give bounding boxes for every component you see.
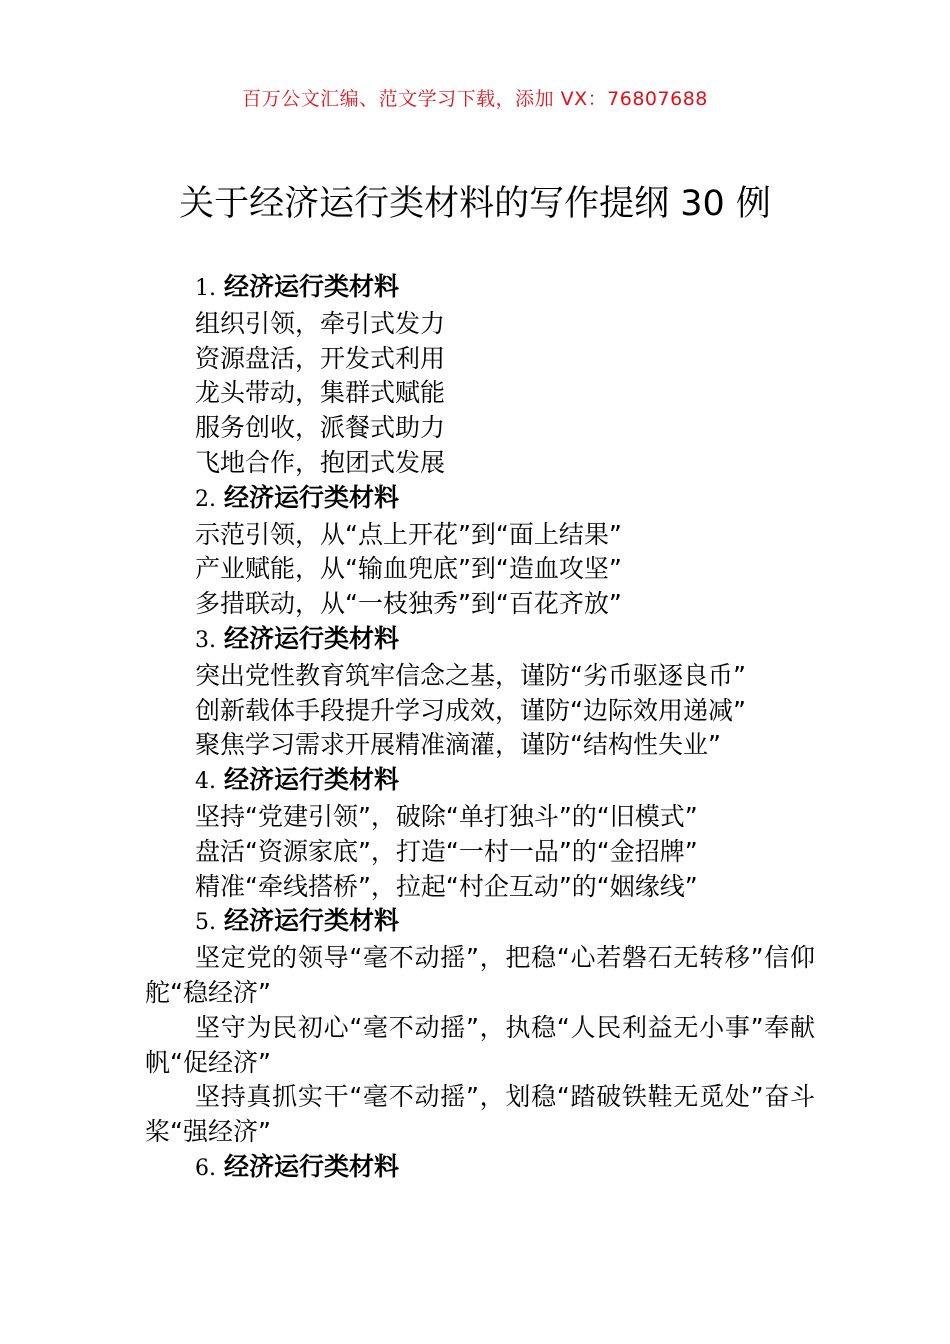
outline-line: 示范引领，从“点上开花”到“面上结果” [195,519,622,549]
section-label: 经济运行类材料 [223,1151,399,1181]
section-label: 经济运行类材料 [223,906,399,936]
section-number: 5. [195,910,216,936]
section-label: 经济运行类材料 [223,482,399,512]
section-heading-1 [145,270,815,307]
outline-line: 创新载体手段提升学习成效，谨防“边际效用递减” [195,695,746,725]
section-label: 经济运行类材料 [223,272,399,301]
section-heading-5 [145,904,815,941]
section-label: 经济运行类材料 [223,765,399,795]
section-number: 6. [195,1155,216,1181]
section-heading-6 [145,1150,815,1187]
outline-line: 精准“牵线搭桥”，拉起“村企互动”的“姻缘线” [195,871,698,901]
section-heading-3 [145,622,815,659]
outline-line: 盘活“资源家底”，打造“一村一品”的“金招牌” [195,836,698,866]
outline-line: 突出党性教育筑牢信念之基，谨防“劣币驱逐良币” [195,660,746,690]
outline-paragraph: 坚守为民初心“毫不动摇”，执稳“人民利益无小事”奉献帆“促经济” [145,1012,815,1077]
outline-line: 产业赋能，从“输血兜底”到“造血攻坚” [195,554,622,584]
section-heading-2 [145,481,815,518]
outline-paragraph: 坚持真抓实干“毫不动摇”，划稳“踏破铁鞋无觅处”奋斗桨“强经济” [145,1082,815,1147]
section-heading-4 [145,763,815,800]
document-body [145,270,815,1187]
outline-line: 飞地合作，抱团式发展 [195,447,446,477]
section-label: 经济运行类材料 [223,623,399,653]
watermark-header: 百万公文汇编、范文学习下载，添加 VX：76807688 [242,88,708,110]
section-number: 2. [195,486,216,512]
outline-line: 多措联动，从“一枝独秀”到“百花齐放” [195,589,622,619]
outline-paragraph: 坚定党的领导“毫不动摇”，把稳“心若磐石无转移”信仰舵“稳经济” [145,943,815,1007]
outline-line: 组织引领，牵引式发力 [195,308,446,338]
outline-line: 聚焦学习需求开展精准滴灌，谨防“结构性失业” [195,730,721,760]
section-number: 3. [195,627,216,653]
outline-line: 服务创收，派餐式助力 [195,413,446,443]
section-number: 4. [195,769,216,795]
outline-line: 坚持“党建引领”，破除“单打独斗”的“旧模式” [195,801,698,831]
document-title: 关于经济运行类材料的写作提纲 30 例 [179,184,771,224]
outline-line: 龙头带动，集群式赋能 [195,378,446,408]
outline-line: 资源盘活，开发式利用 [195,343,446,373]
section-number: 1. [195,276,216,301]
